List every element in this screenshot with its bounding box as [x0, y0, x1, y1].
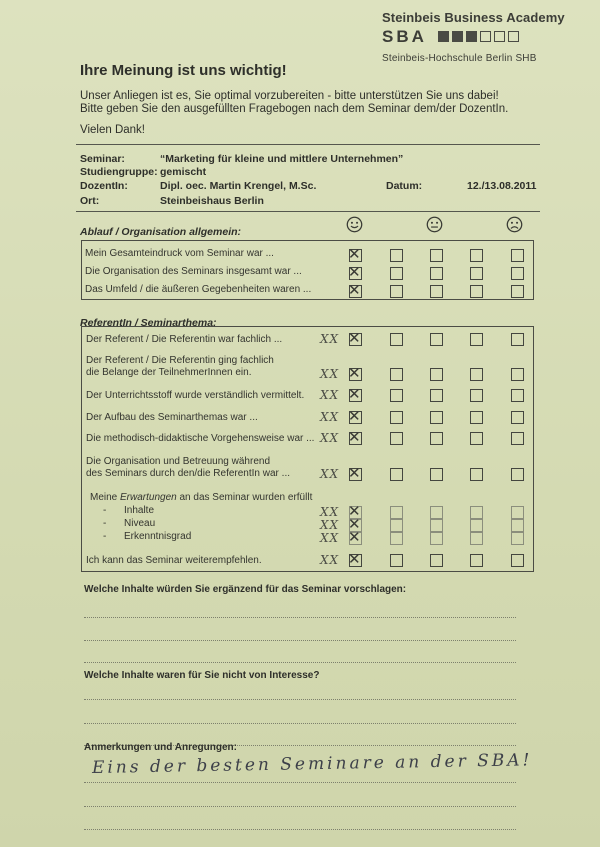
rating-checkbox-4[interactable]	[470, 285, 483, 298]
question-suggestions: Welche Inhalte würden Sie ergänzend für das Seminar vorschlagen:	[84, 584, 407, 595]
rating-checkbox-2[interactable]	[390, 506, 403, 519]
rating-checkbox-4[interactable]	[470, 519, 483, 532]
rating-checkbox-5[interactable]	[511, 554, 524, 567]
section2-row-label	[86, 412, 258, 424]
rating-checkbox-3[interactable]	[430, 267, 443, 280]
date-value: 12./13.08.2011	[467, 180, 537, 192]
divider-top	[76, 144, 540, 145]
rating-checkbox-5[interactable]	[511, 468, 524, 481]
recommend-label: Ich kann das Seminar weiterempfehlen.	[86, 555, 262, 566]
rating-checkbox-5[interactable]	[511, 532, 524, 545]
handwritten-marks: XX	[320, 431, 340, 445]
answer-line[interactable]	[84, 640, 516, 641]
rating-checkbox-3[interactable]	[430, 285, 443, 298]
check-cross-mark: ✕	[348, 515, 361, 533]
section2-row-label	[86, 433, 314, 445]
group-value: gemischt	[160, 166, 207, 178]
academy-abbr: SBA	[382, 27, 427, 46]
rating-checkbox-5[interactable]	[511, 368, 524, 381]
handwritten-marks: XX	[320, 388, 340, 402]
check-cross-mark: ✕	[348, 329, 361, 347]
handwritten-marks: XX	[320, 518, 340, 532]
rating-checkbox-4[interactable]	[470, 468, 483, 481]
answer-line[interactable]	[84, 699, 516, 700]
expectation-dash: -	[103, 505, 107, 516]
answer-line[interactable]	[84, 782, 516, 783]
rating-checkbox-4[interactable]	[470, 411, 483, 424]
seminar-value: “Marketing für kleine und mittlere Unternehmen”	[160, 153, 404, 165]
rating-checkbox-2[interactable]	[390, 285, 403, 298]
rating-checkbox-3[interactable]	[430, 506, 443, 519]
answer-line[interactable]	[84, 723, 516, 724]
rating-checkbox-4[interactable]	[470, 506, 483, 519]
handwritten-marks: XX	[320, 531, 340, 545]
rating-checkbox-3[interactable]	[430, 432, 443, 445]
rating-checkbox-3[interactable]	[430, 389, 443, 402]
section1-row-label: Die Organisation des Seminars insgesamt war ...	[85, 266, 302, 277]
rating-checkbox-3[interactable]	[430, 468, 443, 481]
rating-checkbox-4[interactable]	[470, 432, 483, 445]
rating-checkbox-3[interactable]	[430, 368, 443, 381]
expectation-item-label: Niveau	[124, 518, 156, 529]
rating-checkbox-2[interactable]	[390, 532, 403, 545]
question-not-interesting: Welche Inhalte waren für Sie nicht von Interesse?	[84, 670, 320, 681]
row-label-line1: Die Organisation und Betreuung während	[86, 456, 271, 467]
rating-checkbox-2[interactable]	[390, 333, 403, 346]
row-label-line2: die Belange der TeilnehmerInnen ein.	[86, 367, 252, 378]
section2-row-label	[86, 390, 304, 402]
rating-checkbox-5[interactable]	[511, 267, 524, 280]
rating-checkbox-2[interactable]	[390, 468, 403, 481]
sad-face-icon	[506, 216, 523, 233]
handwritten-marks: XX	[320, 367, 340, 381]
answer-line[interactable]	[84, 806, 516, 807]
rating-checkbox-5[interactable]	[511, 432, 524, 445]
expectation-dash: -	[103, 518, 107, 529]
row-label-line1: Der Unterrichtsstoff wurde verständlich vermittelt.	[86, 390, 305, 401]
intro-thanks: Vielen Dank!	[80, 124, 145, 136]
rating-checkbox-4[interactable]	[470, 368, 483, 381]
row-label-line2: des Seminars durch den/die ReferentIn war ...	[86, 468, 290, 479]
section2-row-label	[86, 456, 290, 480]
rating-checkbox-5[interactable]	[511, 249, 524, 262]
check-cross-mark: ✕	[348, 528, 361, 546]
check-cross-mark: ✕	[348, 245, 361, 263]
check-cross-mark: ✕	[348, 407, 361, 425]
rating-checkbox-4[interactable]	[470, 389, 483, 402]
answer-line[interactable]	[84, 662, 516, 663]
rating-checkbox-4[interactable]	[470, 267, 483, 280]
rating-checkbox-2[interactable]	[390, 389, 403, 402]
section1-title: Ablauf / Organisation allgemein:	[80, 226, 242, 238]
rating-checkbox-4[interactable]	[470, 532, 483, 545]
expectation-item-label: Erkenntnisgrad	[124, 531, 192, 542]
row-label-line1: Der Referent / Die Referentin war fachlich ...	[86, 334, 283, 345]
handwritten-marks: XX	[320, 410, 340, 424]
place-label: Ort:	[80, 195, 100, 207]
row-label-line1: Der Aufbau des Seminarthemas war ...	[86, 412, 258, 423]
lecturer-label: DozentIn:	[80, 180, 128, 192]
rating-checkbox-3[interactable]	[430, 532, 443, 545]
expectation-dash: -	[103, 531, 107, 542]
check-cross-mark: ✕	[348, 464, 361, 482]
rating-checkbox-5[interactable]	[511, 333, 524, 346]
answer-line[interactable]	[84, 617, 516, 618]
rating-checkbox-4[interactable]	[470, 249, 483, 262]
check-cross-mark: ✕	[348, 385, 361, 403]
question-remarks: Anmerkungen und Anregungen:	[84, 742, 237, 753]
group-label: Studiengruppe:	[80, 166, 158, 178]
rating-checkbox-3[interactable]	[430, 554, 443, 567]
intro-line-2: Bitte geben Sie den ausgefüllten Fragebogen nach dem Seminar dem/der DozentIn.	[80, 103, 509, 115]
rating-checkbox-5[interactable]	[511, 389, 524, 402]
rating-checkbox-5[interactable]	[511, 411, 524, 424]
rating-checkbox-5[interactable]	[511, 519, 524, 532]
section2-title: ReferentIn / Seminarthema:	[80, 317, 217, 329]
check-cross-mark: ✕	[348, 281, 361, 299]
intro-line-1: Unser Anliegen ist es, Sie optimal vorzubereiten - bitte unterstützen Sie uns dabei!	[80, 90, 499, 102]
section1-row-label: Das Umfeld / die äußeren Gegebenheiten waren ...	[85, 284, 312, 295]
expectation-item-label: Inhalte	[124, 505, 155, 516]
smile-face-icon	[346, 216, 363, 233]
check-cross-mark: ✕	[348, 428, 361, 446]
page-title: Ihre Meinung ist uns wichtig!	[80, 62, 287, 79]
answer-line[interactable]	[84, 829, 516, 830]
rating-checkbox-4[interactable]	[470, 554, 483, 567]
handwritten-marks: XX	[320, 505, 340, 519]
section2-row-label	[86, 355, 274, 379]
seminar-label: Seminar:	[80, 153, 125, 165]
divider-meta	[76, 211, 540, 212]
section1-row-label: Mein Gesamteindruck vom Seminar war ...	[85, 248, 274, 259]
handwritten-marks: XX	[320, 332, 340, 346]
rating-checkbox-2[interactable]	[390, 411, 403, 424]
row-label-line1: Die methodisch-didaktische Vorgehensweise war ...	[86, 433, 315, 444]
handwritten-marks: XX	[320, 467, 340, 481]
section2-row-label	[86, 334, 282, 346]
rating-checkbox-3[interactable]	[430, 333, 443, 346]
date-label: Datum:	[386, 180, 423, 192]
check-cross-mark: ✕	[348, 550, 361, 568]
rating-checkbox-2[interactable]	[390, 267, 403, 280]
expectations-label: Meine Erwartungen an das Seminar wurden erfüllt	[90, 492, 313, 503]
rating-checkbox-5[interactable]	[511, 285, 524, 298]
academy-name: Steinbeis Business Academy	[382, 10, 565, 25]
check-cross-mark: ✕	[348, 263, 361, 281]
rating-checkbox-2[interactable]	[390, 368, 403, 381]
rating-checkbox-2[interactable]	[390, 554, 403, 567]
rating-checkbox-2[interactable]	[390, 519, 403, 532]
rating-checkbox-4[interactable]	[470, 333, 483, 346]
rating-checkbox-2[interactable]	[390, 249, 403, 262]
check-cross-mark: ✕	[348, 502, 361, 520]
place-value: Steinbeishaus Berlin	[160, 195, 264, 207]
rating-checkbox-3[interactable]	[430, 519, 443, 532]
row-label-line1: Der Referent / Die Referentin ging fachlich	[86, 355, 274, 366]
handwritten-answer: Eins der besten Seminare an der SBA!	[91, 750, 533, 778]
check-cross-mark: ✕	[348, 364, 361, 382]
academy-subtitle: Steinbeis-Hochschule Berlin SHB	[382, 53, 537, 64]
rating-checkbox-3[interactable]	[430, 411, 443, 424]
handwritten-marks: XX	[320, 553, 340, 567]
logo-squares-icon	[438, 31, 519, 42]
lecturer-value: Dipl. oec. Martin Krengel, M.Sc.	[160, 180, 317, 192]
rating-checkbox-5[interactable]	[511, 506, 524, 519]
neutral-face-icon	[426, 216, 443, 233]
rating-checkbox-2[interactable]	[390, 432, 403, 445]
rating-checkbox-3[interactable]	[430, 249, 443, 262]
